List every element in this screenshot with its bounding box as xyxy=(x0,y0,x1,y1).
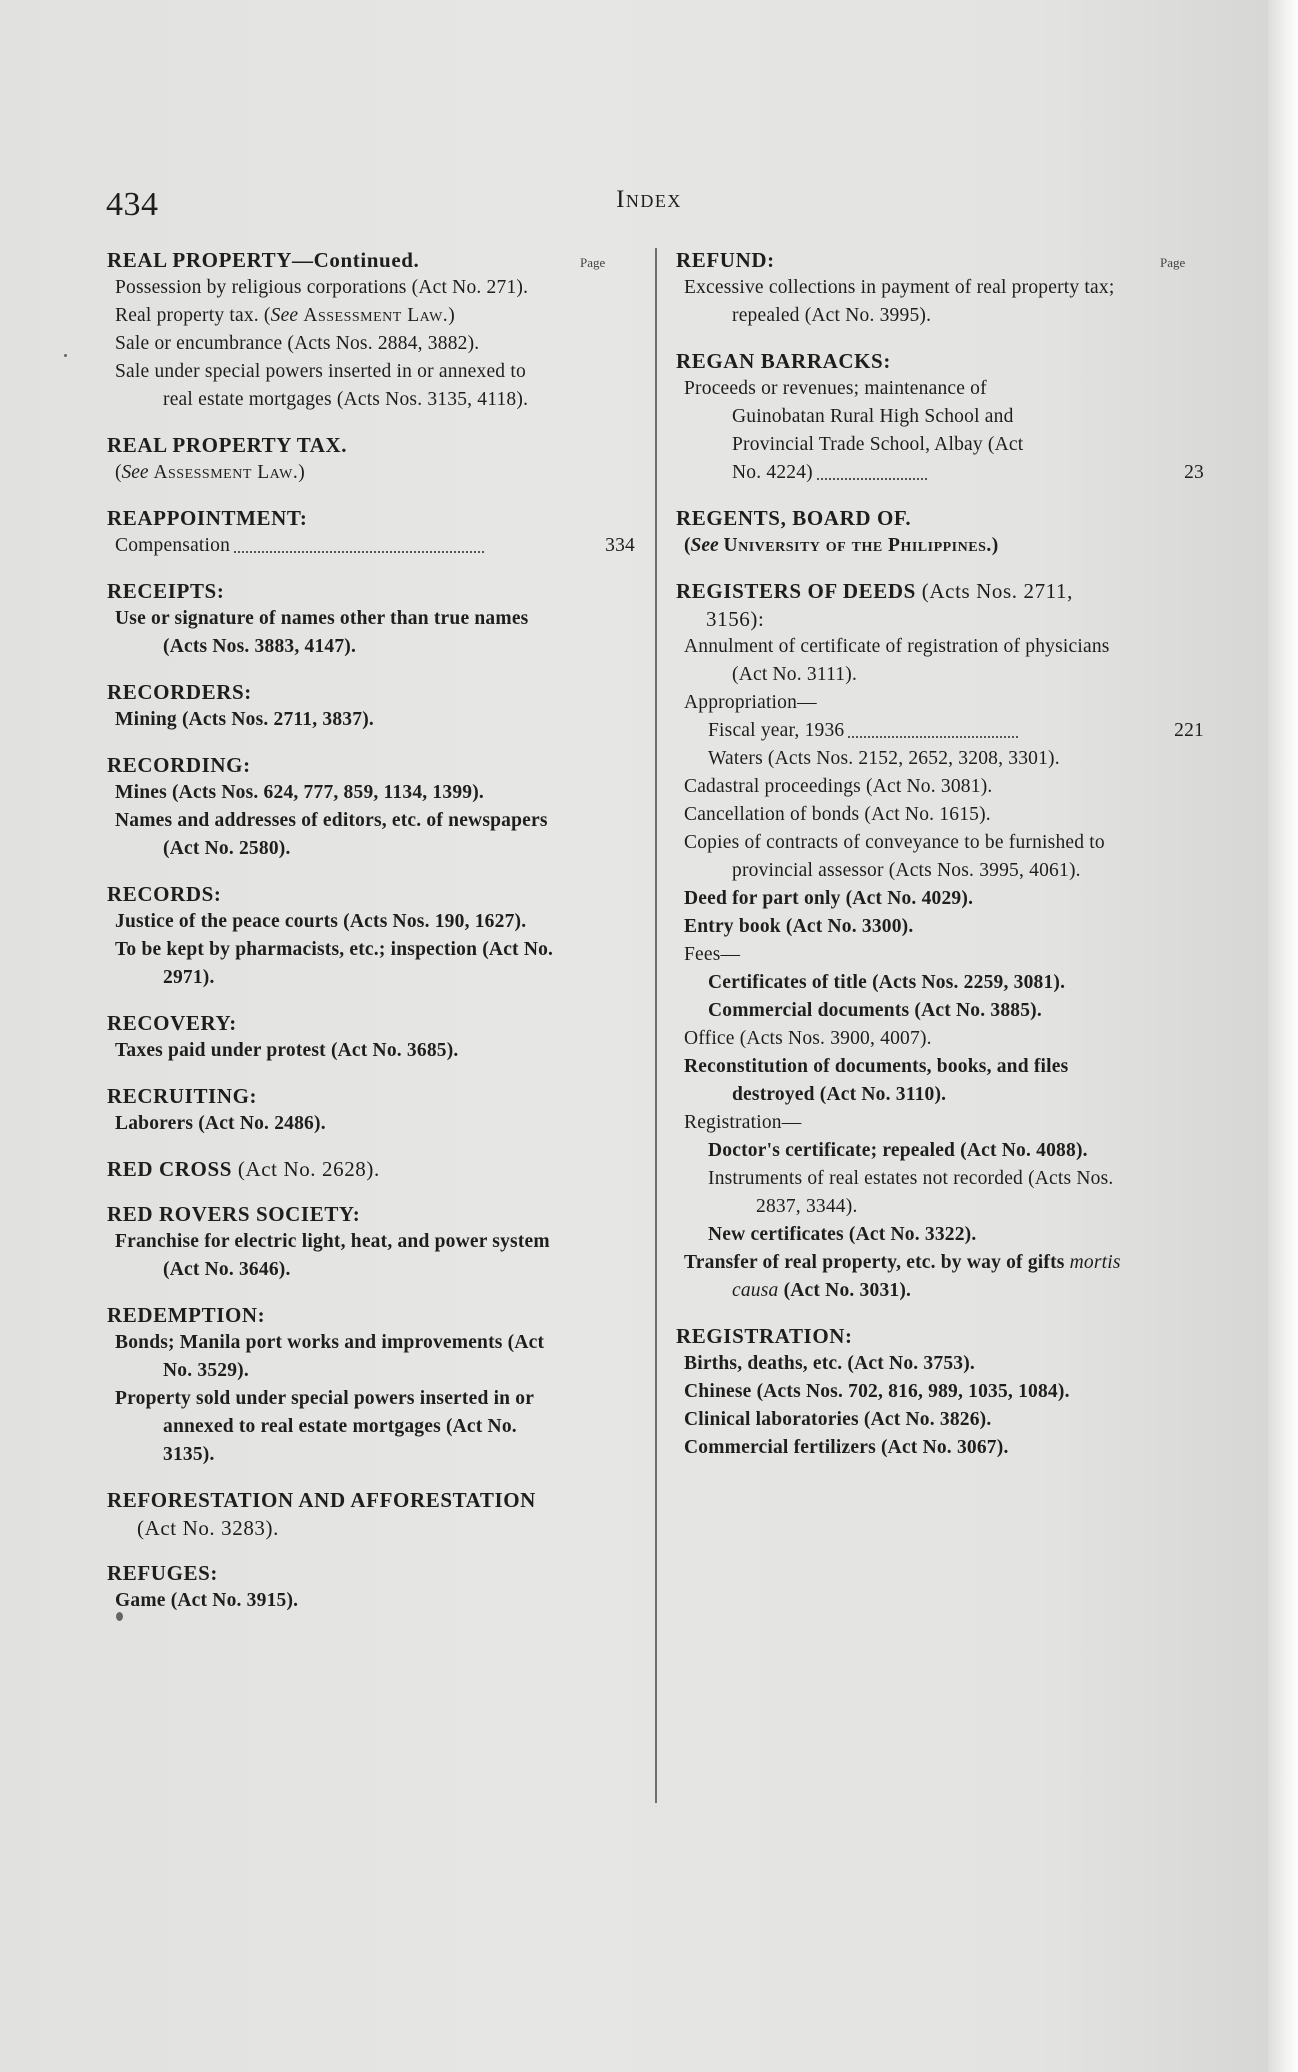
entry-subitem: Real property tax. (See Assessment Law.) xyxy=(115,305,455,326)
subitem-text: Transfer of real property, etc. by way of gifts xyxy=(684,1252,1065,1273)
entry-subsubitem: Doctor's certificate; repealed (Act No. 4088). xyxy=(708,1140,1088,1161)
entry-subitem: Mines (Acts Nos. 624, 777, 859, 1134, 1399). xyxy=(115,782,484,803)
entry-subsubitem xyxy=(676,717,1204,745)
entry-subsubitem: Certificates of title (Acts Nos. 2259, 3081). xyxy=(708,972,1066,993)
dot-leader xyxy=(234,541,484,553)
entry-subitem: Excessive collections in payment of real property tax; repealed (Act No. 3995). xyxy=(684,277,1115,326)
scan-speck xyxy=(64,354,67,357)
index-entry-red-cross xyxy=(107,1155,555,1183)
entry-heading: REFUGES: xyxy=(107,1561,218,1585)
latin-phrase: mortis causa xyxy=(732,1252,1121,1301)
entry-subitem: Justice of the peace courts (Acts Nos. 190, 1627). xyxy=(115,911,527,932)
entry-subitem xyxy=(676,375,1204,487)
entry-subitem: Taxes paid under protest (Act No. 3685). xyxy=(115,1040,459,1061)
index-entry-recruiting xyxy=(107,1082,555,1138)
entry-subitem: Chinese (Acts Nos. 702, 816, 989, 1035, 1084). xyxy=(684,1381,1070,1402)
entry-heading: REDEMPTION: xyxy=(107,1303,266,1327)
page-reference: 23 xyxy=(1184,462,1204,483)
entry-subitem: Commercial fertilizers (Act No. 3067). xyxy=(684,1437,1009,1458)
entry-subitem: Reconstitution of documents, books, and files destroyed (Act No. 3110). xyxy=(684,1056,1069,1105)
entry-subitem: Laborers (Act No. 2486). xyxy=(115,1113,326,1134)
index-entry-records xyxy=(107,880,555,992)
entry-subitem: Property sold under special powers inserted in or annexed to real estate mortgages (Act No. 3135). xyxy=(115,1388,534,1465)
entry-heading xyxy=(107,1486,555,1542)
entry-heading: RECOVERY: xyxy=(107,1011,237,1035)
see-word: See xyxy=(121,462,149,483)
entry-subitem: Cancellation of bonds (Act No. 1615). xyxy=(684,804,991,825)
heading-text: REFORESTATION AND AFFORESTATION xyxy=(107,1488,536,1512)
subitem-text: Fiscal year, 1936 xyxy=(708,720,845,741)
heading-text: RED CROSS xyxy=(107,1157,233,1181)
index-entry-refund xyxy=(676,246,1124,330)
entry-subitem: Possession by religious corporations (Act No. 271). xyxy=(115,277,529,298)
index-entry-registers-of-deeds xyxy=(676,577,1204,1305)
entry-subitem: Cadastral proceedings (Act No. 3081). xyxy=(684,776,993,797)
entry-subitem: Registration— xyxy=(684,1112,802,1133)
cross-reference: Assessment Law. xyxy=(303,305,449,326)
entry-heading: RECEIPTS: xyxy=(107,579,225,603)
entry-heading: REFUND: xyxy=(676,248,775,272)
entry-heading: REAPPOINTMENT: xyxy=(107,506,308,530)
entry-subsubitem: Waters (Acts Nos. 2152, 2652, 3208, 3301). xyxy=(708,748,1060,769)
page-reference: 221 xyxy=(1174,720,1204,741)
entry-heading: REAL PROPERTY TAX. xyxy=(107,433,348,457)
page-reference: 334 xyxy=(605,535,635,556)
entry-subitem: Sale or encumbrance (Acts Nos. 2884, 3882). xyxy=(115,333,480,354)
entry-subsubitem: Instruments of real estates not recorded (Acts Nos. 2837, 3344). xyxy=(708,1168,1114,1217)
cross-reference: University of the Philippines. xyxy=(723,535,992,556)
heading-text: REGISTERS OF DEEDS xyxy=(676,579,916,603)
subitem-text: Compensation xyxy=(115,535,231,556)
index-entry-reappointment xyxy=(107,504,635,560)
cross-reference: Assessment Law. xyxy=(153,462,299,483)
page-column-label: Page xyxy=(580,255,606,270)
index-entry-receipts xyxy=(107,577,555,661)
entry-subitem: Game (Act No. 3915). xyxy=(115,1590,299,1611)
index-entry-recording xyxy=(107,751,555,863)
entry-heading xyxy=(676,577,1124,633)
heading-suffix: (Acts Nos. 2711, 3156): xyxy=(706,579,1073,631)
page-number: 434 xyxy=(106,186,159,223)
entry-subitem: Bonds; Manila port works and improvements (Act No. 3529). xyxy=(115,1332,545,1381)
entry-subitem: Copies of contracts of conveyance to be furnished to provincial assessor (Acts Nos. 3995, 4061). xyxy=(684,832,1105,881)
entry-heading: RECORDERS: xyxy=(107,680,252,704)
entry-subitem: Annulment of certificate of registration of physicians (Act No. 3111). xyxy=(684,636,1110,685)
scan-speck xyxy=(116,1612,123,1621)
subitem-text: Real property tax. xyxy=(115,305,259,326)
index-entry-regan-barracks xyxy=(676,347,1204,487)
index-entry-refuges xyxy=(107,1559,555,1615)
entry-heading: RECRUITING: xyxy=(107,1084,258,1108)
running-head: Index xyxy=(616,186,682,213)
subitem-text: (Act No. 3031). xyxy=(783,1280,912,1301)
entry-subitem: Sale under special powers inserted in or annexed to real estate mortgages (Acts Nos. 3135, 4118). xyxy=(115,361,529,410)
see-reference: (See University of the Philippines.) xyxy=(684,535,999,556)
index-entry-recovery xyxy=(107,1009,555,1065)
entry-subsubitem: New certificates (Act No. 3322). xyxy=(708,1224,977,1245)
entry-heading: RECORDS: xyxy=(107,882,222,906)
dot-leader xyxy=(817,468,927,480)
entry-heading: RECORDING: xyxy=(107,753,251,777)
dot-leader xyxy=(848,726,1018,738)
entry-subitem: Births, deaths, etc. (Act No. 3753). xyxy=(684,1353,975,1374)
entry-heading: REGENTS, BOARD OF. xyxy=(676,506,912,530)
see-word: See xyxy=(690,535,719,556)
entry-subitem: Entry book (Act No. 3300). xyxy=(684,916,914,937)
entry-heading xyxy=(107,1155,555,1183)
entry-heading: RED ROVERS SOCIETY: xyxy=(107,1202,361,1226)
subitem-text: Proceeds or revenues; maintenance of Guinobatan Rural High School and Provincial Trade School, Albay (Act No. 4224) xyxy=(684,378,1024,483)
page-edge xyxy=(1268,0,1298,2072)
entry-subitem xyxy=(107,532,635,560)
see-word: See xyxy=(270,305,299,326)
index-entry-red-rovers-society xyxy=(107,1200,555,1284)
index-entry-redemption xyxy=(107,1301,555,1469)
entry-subitem: Use or signature of names other than true names (Acts Nos. 3883, 4147). xyxy=(115,608,529,657)
entry-subitem: To be kept by pharmacists, etc.; inspection (Act No. 2971). xyxy=(115,939,554,988)
entry-subitem: Fees— xyxy=(684,944,741,965)
entry-subitem xyxy=(676,1249,1124,1305)
entry-heading: REGAN BARRACKS: xyxy=(676,349,891,373)
entry-subitem: Appropriation— xyxy=(684,692,817,713)
index-entry-real-property xyxy=(107,246,555,414)
heading-suffix: (Act No. 3283). xyxy=(137,1516,279,1540)
heading-suffix: (Act No. 2628). xyxy=(237,1157,380,1181)
entry-subitem: Names and addresses of editors, etc. of newspapers (Act No. 2580). xyxy=(115,810,548,859)
see-reference: (See Assessment Law.) xyxy=(115,462,305,483)
entry-subitem: Mining (Acts Nos. 2711, 3837). xyxy=(115,709,374,730)
entry-subitem: Deed for part only (Act No. 4029). xyxy=(684,888,974,909)
entry-subitem: Franchise for electric light, heat, and power system (Act No. 3646). xyxy=(115,1231,550,1280)
index-entry-real-property-tax xyxy=(107,431,555,487)
index-entry-regents xyxy=(676,504,1124,560)
index-entry-reforestation xyxy=(107,1486,555,1542)
entry-subitem: Clinical laboratories (Act No. 3826). xyxy=(684,1409,992,1430)
entry-heading: REAL PROPERTY—Continued. xyxy=(107,248,420,272)
index-entry-registration xyxy=(676,1322,1124,1462)
entry-subitem: Office (Acts Nos. 3900, 4007). xyxy=(684,1028,932,1049)
entry-subsubitem: Commercial documents (Act No. 3885). xyxy=(708,1000,1042,1021)
column-divider xyxy=(655,248,657,1803)
index-entry-recorders xyxy=(107,678,555,734)
page-column-label: Page xyxy=(1160,255,1186,270)
entry-heading: REGISTRATION: xyxy=(676,1324,853,1348)
